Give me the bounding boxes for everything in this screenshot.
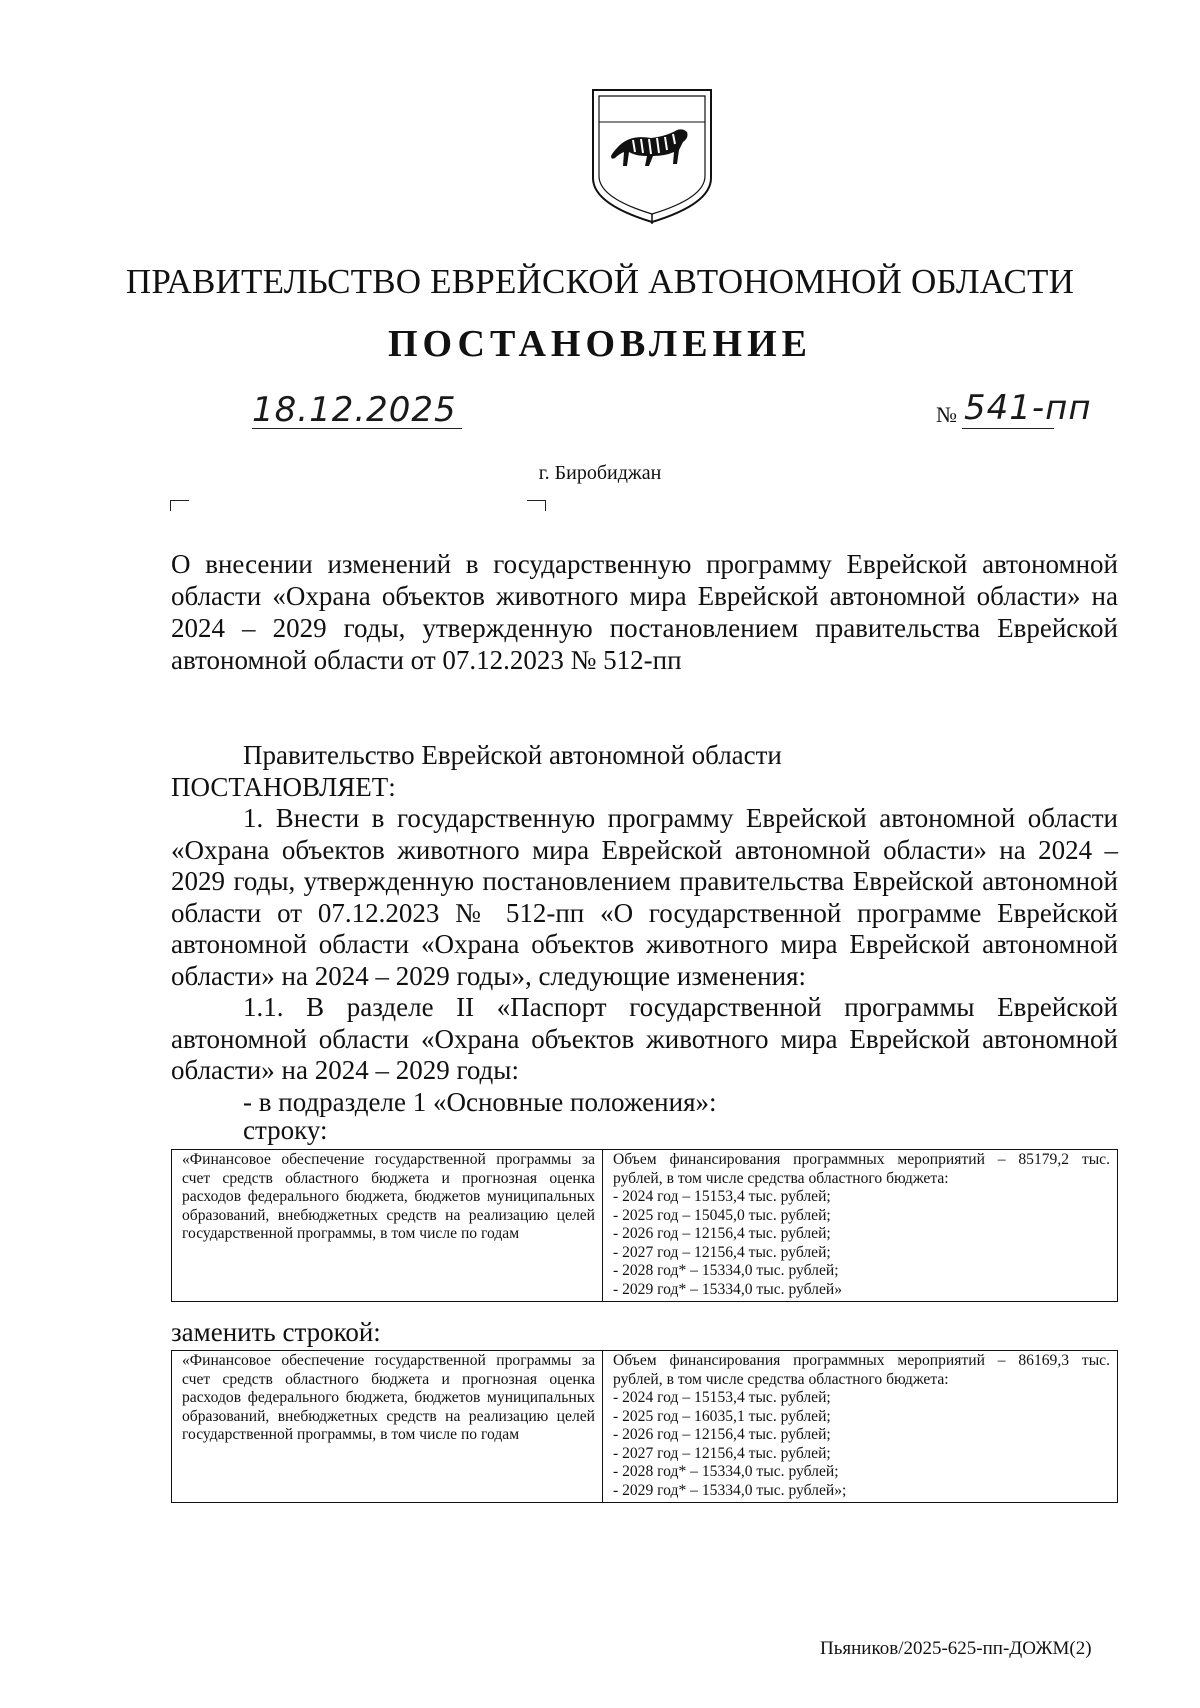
funding-year-line: - 2028 год* – 15334,0 тыс. рублей;: [613, 1262, 839, 1279]
number-underline: [962, 428, 1054, 429]
funding-year-line: - 2024 год – 15153,4 тыс. рублей;: [613, 1188, 831, 1205]
number-handwritten: 541-пп: [964, 388, 1092, 428]
funding-year-line: - 2027 год – 12156,4 тыс. рублей;: [613, 1444, 831, 1462]
table-row: [172, 1150, 1118, 1302]
replace-label: заменить строкой:: [171, 1317, 381, 1347]
document-subject: О внесении изменений в государственную программу Еврейской автономной области «Охрана объектов животного мира Еврейской автономной области» на 2024 – 2029 годы, утвержденную постановлением правительства Еврейской автономной области от 07.12.2023 № 512-пп: [171, 549, 1118, 675]
coat-of-arms-emblem: [589, 86, 715, 226]
funding-intro: Объем финансирования программных мероприятий – 85179,2 тыс. рублей, в том числе средства областного бюджета:: [613, 1151, 1110, 1187]
funding-year-line: - 2026 год – 12156,4 тыс. рублей;: [613, 1426, 831, 1443]
body-item-1: 1. Внести в государственную программу Еврейской автономной области «Охрана объектов животного мира Еврейской автономной области» на 2024 – 2029 годы, утвержденную постановлением правительства Еврейской автономной области от 07.12.2023 № 512-пп «О государственной программе Еврейской автономной области «Охрана объектов животного мира Еврейской автономной области» на 2024 – 2029 годы», следующие изменения:: [171, 803, 1118, 991]
funding-year-line: - 2029 год* – 15334,0 тыс. рублей»;: [613, 1481, 847, 1499]
city-label: г. Биробиджан: [538, 462, 662, 484]
table-cell-description: «Финансовое обеспечение государственной программы за счет средств областного бюджета и прогнозная оценка расходов федерального бюджета, бюджетов муниципальных образований, внебюджетных средств на реализацию целей государственной программы, в том числе по годам: [172, 1150, 603, 1302]
funding-year-line: - 2024 год – 15153,4 тыс. рублей;: [613, 1389, 831, 1406]
organization-title: ПРАВИТЕЛЬСТВО ЕВРЕЙСКОЙ АВТОНОМНОЙ ОБЛАСТИ: [125, 262, 1075, 301]
footer-reference: Пьяников/2025-625-пп-ДОЖМ(2): [820, 1638, 1092, 1659]
funding-year-line: - 2028 год* – 15334,0 тыс. рублей;: [613, 1463, 839, 1480]
funding-table-old: [171, 1149, 1118, 1302]
funding-year-line: - 2025 год – 15045,0 тыс. рублей;: [613, 1206, 831, 1224]
document-type-title: ПОСТАНОВЛЕНИЕ: [387, 323, 813, 365]
number-label: №: [936, 402, 957, 427]
document-body: [171, 740, 1118, 1146]
table-cell-funding: [603, 1351, 1118, 1503]
subject-corner-left: [170, 500, 189, 511]
body-row-label: строку:: [243, 1115, 328, 1145]
date-handwritten: 18.12.2025: [252, 390, 457, 430]
subject-corner-right: [527, 500, 546, 511]
body-line-government: Правительство Еврейской автономной области: [243, 740, 782, 770]
body-line-resolves: ПОСТАНОВЛЯЕТ:: [171, 771, 396, 802]
funding-table-new: [171, 1350, 1118, 1503]
funding-year-line: - 2029 год* – 15334,0 тыс. рублей»: [613, 1280, 843, 1298]
body-item-1-1: 1.1. В разделе II «Паспорт государственной программы Еврейской автономной области «Охрана объектов животного мира Еврейской автономной области» на 2024 – 2029 годы:: [171, 992, 1118, 1085]
funding-year-line: - 2026 год – 12156,4 тыс. рублей;: [613, 1225, 831, 1242]
table-cell-funding: [603, 1150, 1118, 1302]
body-subsection: - в подразделе 1 «Основные положения»:: [243, 1086, 717, 1117]
table-cell-description: «Финансовое обеспечение государственной программы за счет средств областного бюджета и прогнозная оценка расходов федерального бюджета, бюджетов муниципальных образований, внебюджетных средств на реализацию целей государственной программы, в том числе по годам: [172, 1351, 603, 1503]
date-underline: [252, 428, 462, 429]
table-row: [172, 1351, 1118, 1503]
funding-year-line: - 2025 год – 16035,1 тыс. рублей;: [613, 1407, 831, 1425]
funding-year-line: - 2027 год – 12156,4 тыс. рублей;: [613, 1243, 831, 1261]
funding-intro: Объем финансирования программных мероприятий – 86169,3 тыс. рублей, в том числе средства областного бюджета:: [613, 1352, 1110, 1388]
